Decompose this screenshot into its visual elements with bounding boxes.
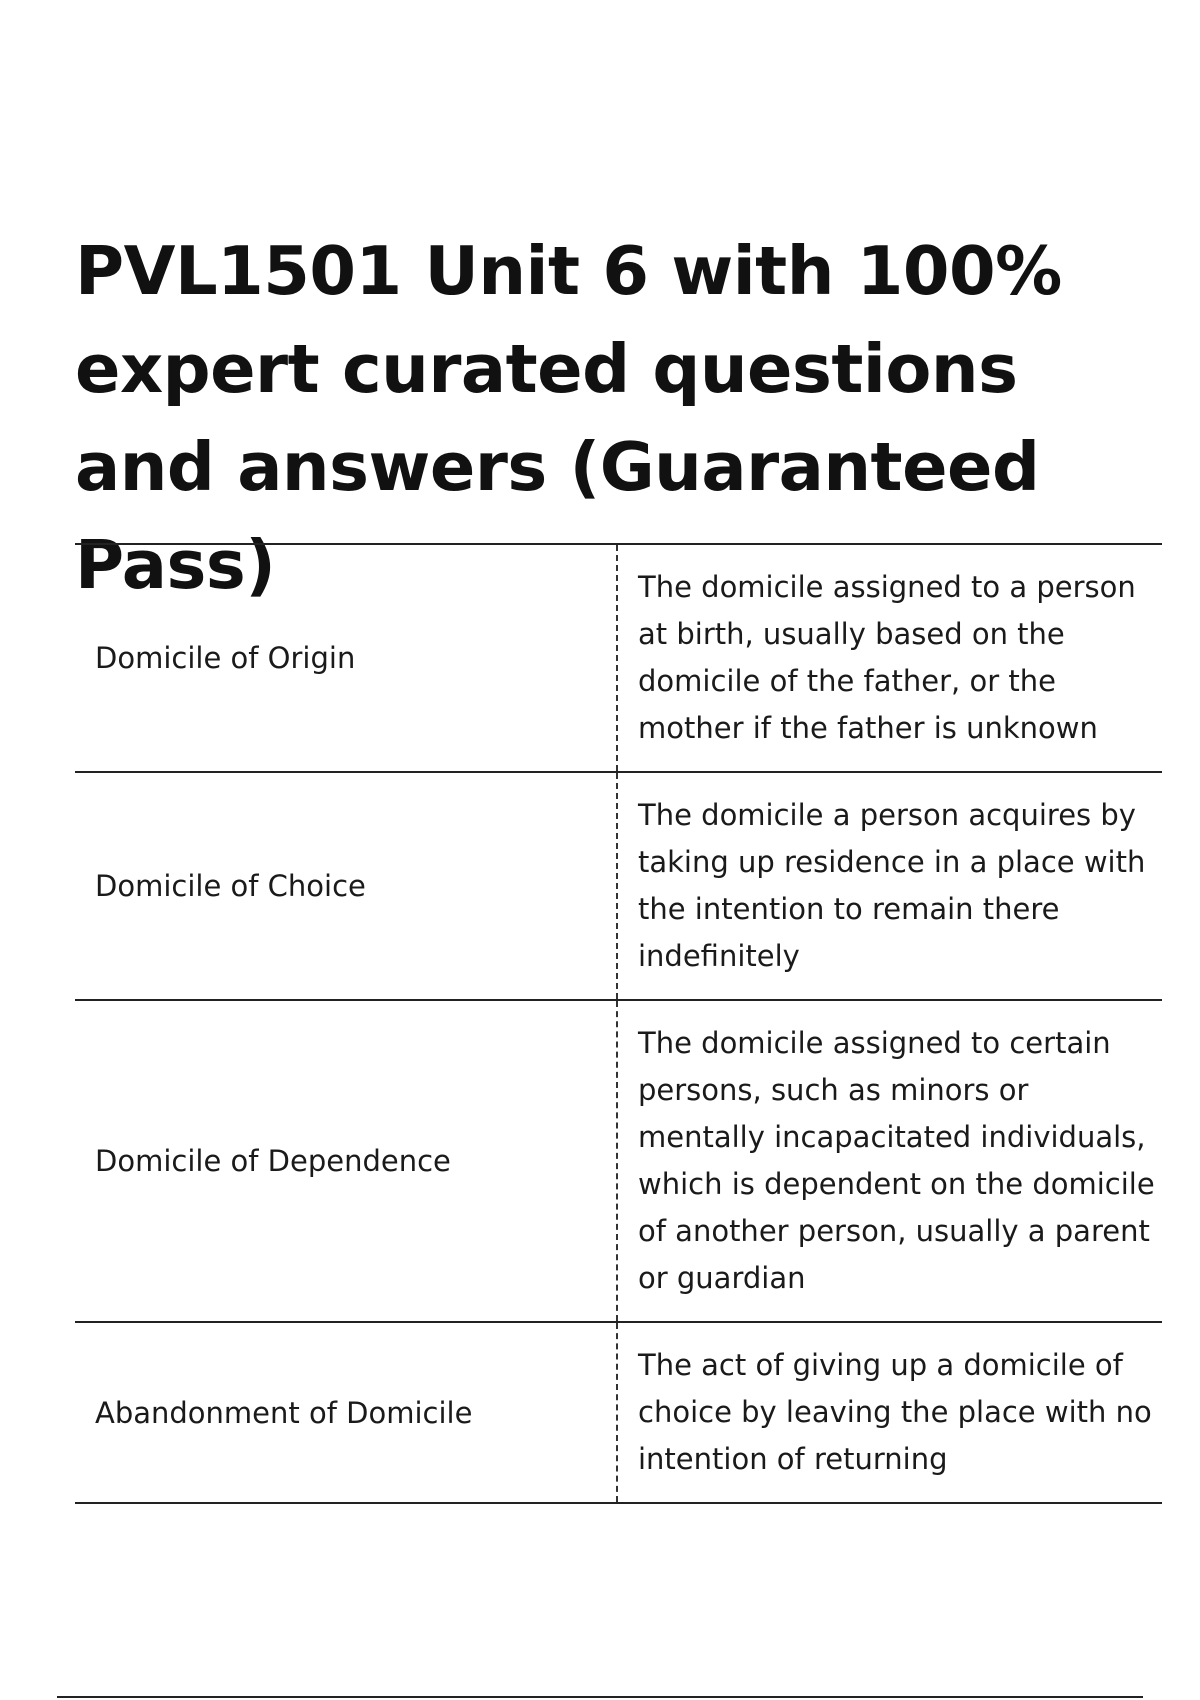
page-title: PVL1501 Unit 6 with 100% expert curated questions and answers (Guaranteed Pass) [75,232,1062,604]
table-row [75,1322,1162,1503]
definition-cell: The domicile a person acquires by taking up residence in a place with the intention to remain there indefinitely [617,772,1162,1000]
glossary-table [75,543,1162,1504]
term-cell: Domicile of Origin [95,641,356,675]
table-row [75,1000,1162,1322]
definition-cell: The domicile assigned to certain persons, such as minors or mentally incapacitated individuals, which is dependent on the domicile of another person, usually a parent or guardian [617,1000,1162,1322]
term-cell: Domicile of Choice [95,869,366,903]
footer-divider [57,1696,1143,1698]
table-row [75,772,1162,1000]
term-cell: Abandonment of Domicile [95,1395,473,1430]
table-row [75,544,1162,772]
definition-cell: The act of giving up a domicile of choice by leaving the place with no intention of returning [617,1322,1162,1503]
definition-cell: The domicile assigned to a person at birth, usually based on the domicile of the father, or the mother if the father is unknown [617,544,1162,772]
term-cell: Domicile of Dependence [95,1144,451,1178]
